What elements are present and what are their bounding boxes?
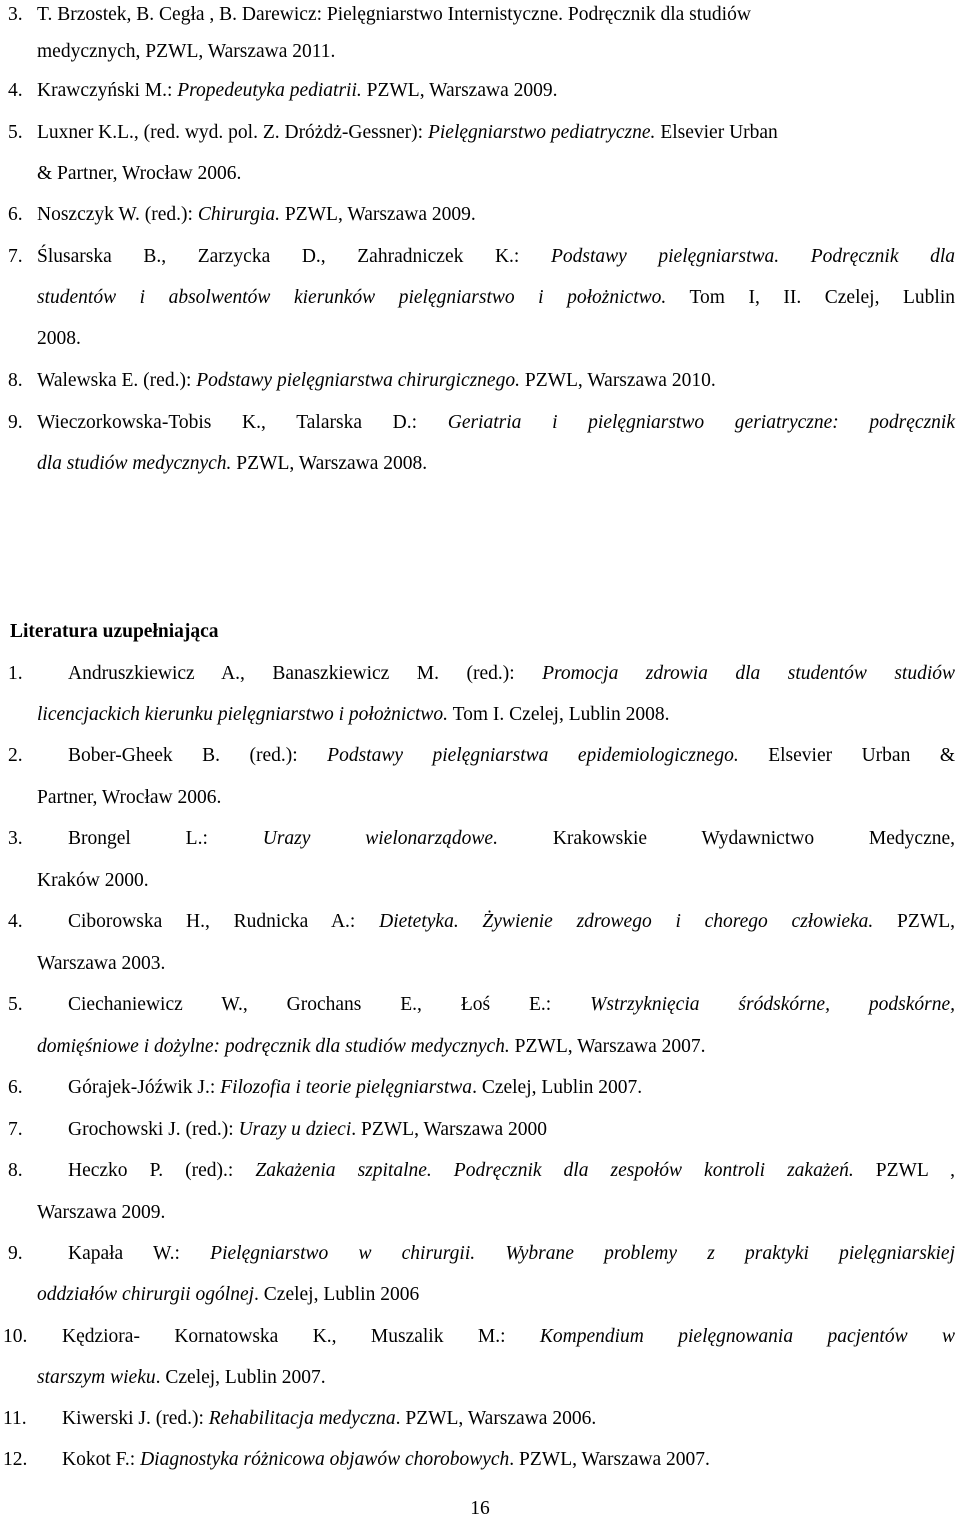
list-item-line: Kraków 2000. xyxy=(37,870,149,891)
list-item-line: studentów i absolwentów kierunków pielęgniarstwo i położnictwo. Tom I, II. Czelej, Lublin xyxy=(37,287,955,308)
list-item-line: oddziałów chirurgii ogólnej. Czelej, Lublin 2006 xyxy=(37,1284,420,1305)
list-number: 6. xyxy=(8,204,23,225)
list-number: 5. xyxy=(8,994,23,1015)
list-item-line: Górajek-Jóźwik J.: Filozofia i teorie pielęgniarstwa. Czelej, Lublin 2007. xyxy=(68,1077,643,1098)
list-number: 3. xyxy=(8,4,23,25)
list-number: 12. xyxy=(3,1449,28,1470)
list-number: 3. xyxy=(8,828,23,849)
list-item-line: starszym wieku. Czelej, Lublin 2007. xyxy=(37,1367,326,1388)
list-item-line: dla studiów medycznych. PZWL, Warszawa 2008. xyxy=(37,453,428,474)
list-item-line: domięśniowe i dożylne: podręcznik dla studiów medycznych. PZWL, Warszawa 2007. xyxy=(37,1036,706,1057)
list-number: 6. xyxy=(8,1077,23,1098)
list-number: 2. xyxy=(8,745,23,766)
list-item-line: Wieczorkowska-Tobis K., Talarska D.: Geriatria i pielęgniarstwo geriatryczne: podręcznik xyxy=(37,412,955,433)
list-item-line: Grochowski J. (red.): Urazy u dzieci. PZWL, Warszawa 2000 xyxy=(68,1119,547,1140)
list-item-line: Kokot F.: Diagnostyka różnicowa objawów chorobowych. PZWL, Warszawa 2007. xyxy=(62,1449,710,1470)
list-item-line: Ciborowska H., Rudnicka A.: Dietetyka. Żywienie zdrowego i chorego człowieka. PZWL, xyxy=(68,911,956,932)
list-number: 4. xyxy=(8,911,23,932)
list-item-line: Warszawa 2003. xyxy=(37,953,166,974)
section-heading: Literatura uzupełniająca xyxy=(10,621,219,642)
list-item-line: Brongel L.: Urazy wielonarządowe. Krakowskie Wydawnictwo Medyczne, xyxy=(68,828,956,849)
list-item-line: Kapała W.: Pielęgniarstwo w chirurgii. Wybrane problemy z praktyki pielęgniarskiej xyxy=(68,1243,955,1264)
list-number: 11. xyxy=(3,1408,27,1429)
list-item-line: Kiwerski J. (red.): Rehabilitacja medyczna. PZWL, Warszawa 2006. xyxy=(62,1408,597,1429)
list-item-line: Andruszkiewicz A., Banaszkiewicz M. (red.): Promocja zdrowia dla studentów studiów xyxy=(68,663,956,684)
list-number: 7. xyxy=(8,246,23,267)
list-item-line: Ślusarska B., Zarzycka D., Zahradniczek K.: Podstawy pielęgniarstwa. Podręcznik dla xyxy=(37,246,955,267)
list-number: 7. xyxy=(8,1119,23,1140)
list-number: 1. xyxy=(8,663,23,684)
list-item-line: medycznych, PZWL, Warszawa 2011. xyxy=(37,41,336,62)
list-item-line: 2008. xyxy=(37,328,81,349)
list-item-line: licencjackich kierunku pielęgniarstwo i położnictwo. Tom I. Czelej, Lublin 2008. xyxy=(37,704,670,725)
list-item-line: Krawczyński M.: Propedeutyka pediatrii. PZWL, Warszawa 2009. xyxy=(37,80,558,101)
list-item-line: Noszczyk W. (red.): Chirurgia. PZWL, Warszawa 2009. xyxy=(37,204,476,225)
list-item-line: Warszawa 2009. xyxy=(37,1202,166,1223)
list-number: 9. xyxy=(8,412,23,433)
list-number: 4. xyxy=(8,80,23,101)
list-item-line: Partner, Wrocław 2006. xyxy=(37,787,222,808)
list-item-line: Luxner K.L., (red. wyd. pol. Z. Dróżdż-Gessner): Pielęgniarstwo pediatryczne. Elsevier Urban xyxy=(37,122,778,143)
list-item-line: Walewska E. (red.): Podstawy pielęgniarstwa chirurgicznego. PZWL, Warszawa 2010. xyxy=(37,370,716,391)
list-number: 10. xyxy=(3,1326,28,1347)
list-item-line: & Partner, Wrocław 2006. xyxy=(37,163,242,184)
list-item-line: Bober-Gheek B. (red.): Podstawy pielęgniarstwa epidemiologicznego. Elsevier Urban & xyxy=(68,745,955,766)
page-number: 16 xyxy=(470,1498,490,1519)
list-number: 8. xyxy=(8,370,23,391)
list-item-line: Heczko P. (red).: Zakażenia szpitalne. Podręcznik dla zespołów kontroli zakażeń. PZWL , xyxy=(68,1160,955,1181)
list-item-line: T. Brzostek, B. Cegła , B. Darewicz: Pielęgniarstwo Internistyczne. Podręcznik dla studiów xyxy=(37,4,751,25)
list-item-line: Kędziora- Kornatowska K., Muszalik M.: Kompendium pielęgnowania pacjentów w xyxy=(62,1326,955,1347)
list-number: 9. xyxy=(8,1243,23,1264)
list-number: 5. xyxy=(8,122,23,143)
list-number: 8. xyxy=(8,1160,23,1181)
list-item-line: Ciechaniewicz W., Grochans E., Łoś E.: Wstrzyknięcia śródskórne, podskórne, xyxy=(68,994,955,1015)
